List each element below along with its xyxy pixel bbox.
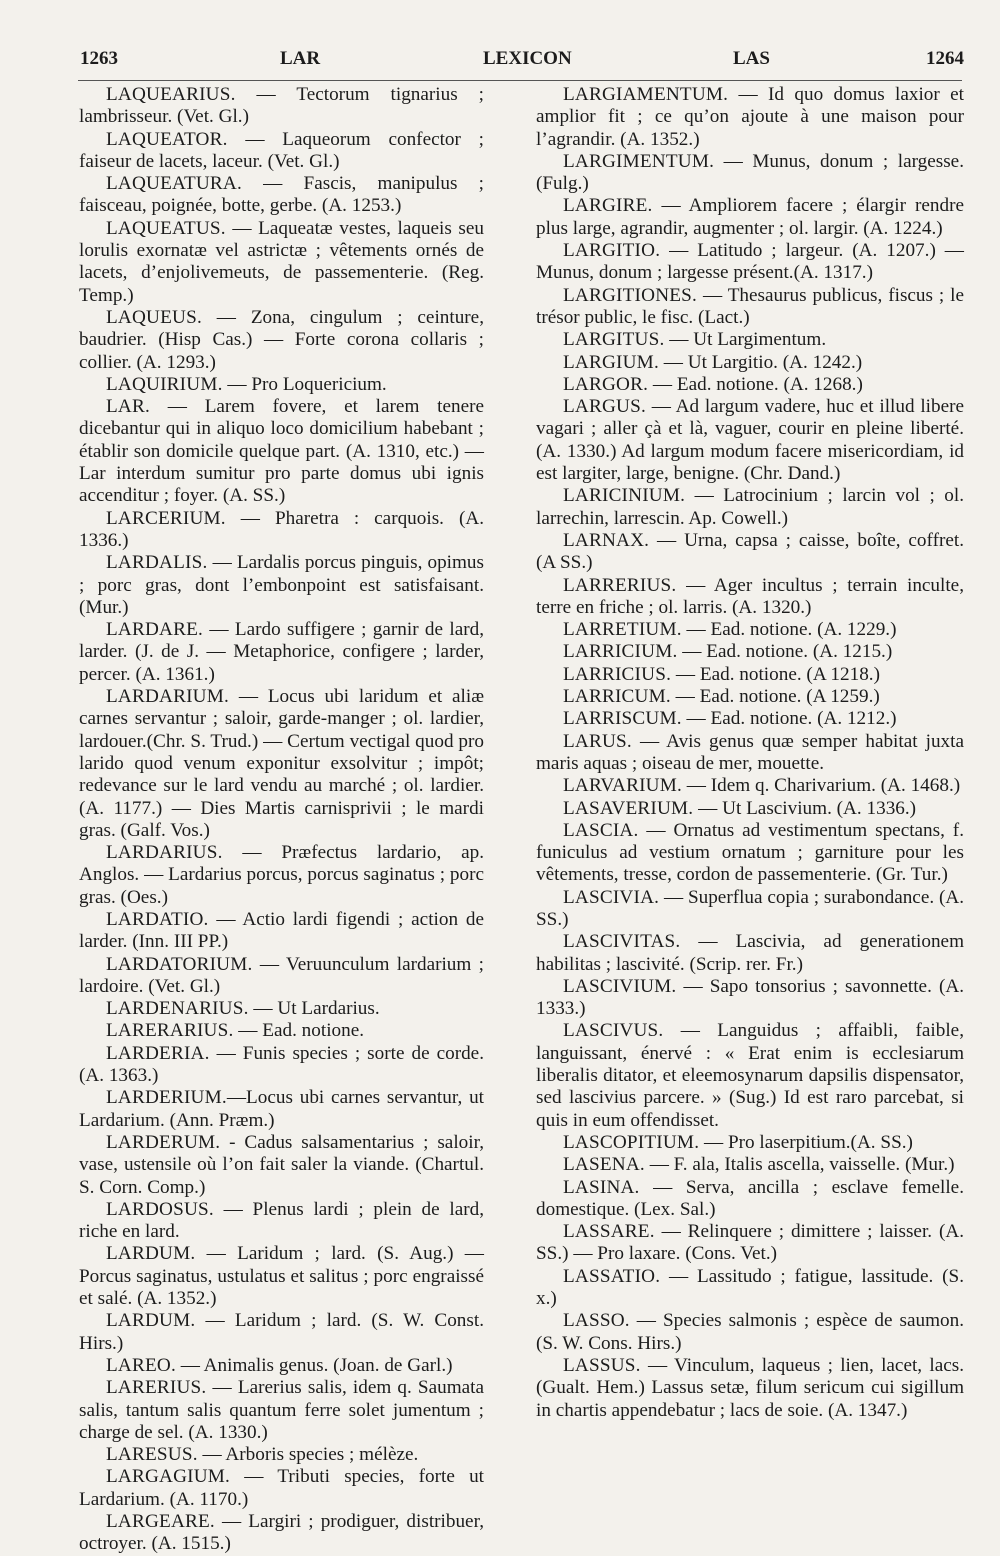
dictionary-entry bbox=[79, 954, 484, 999]
dictionary-entry bbox=[536, 151, 964, 196]
entry-headword: LARGIMENTUM. bbox=[563, 150, 715, 172]
entry-headword: LARRISCUM. bbox=[563, 708, 682, 730]
dictionary-entry bbox=[536, 485, 964, 530]
entry-definition: — Ut Largimentum. bbox=[664, 329, 827, 351]
entry-headword: LASAVERIUM. bbox=[563, 797, 694, 819]
entry-headword: LARVARIUM. bbox=[563, 775, 682, 797]
dictionary-entry bbox=[79, 307, 484, 374]
dictionary-entry bbox=[79, 173, 484, 218]
entry-headword: LARUS. bbox=[563, 730, 632, 752]
entry-headword: LARGAGIUM. bbox=[106, 1466, 231, 1488]
dictionary-entry bbox=[536, 731, 964, 776]
entry-definition: — Pro laserpitium.(A. SS.) bbox=[699, 1131, 913, 1153]
dictionary-entry bbox=[79, 998, 484, 1020]
dictionary-entry bbox=[536, 352, 964, 374]
entry-headword: LARDUM. bbox=[106, 1243, 196, 1265]
entry-definition: — Ampliorem facere ; élargir rendre plus large, agrandir, augmenter ; ol. largir. (A. 1224.) bbox=[536, 195, 964, 239]
dictionary-entry bbox=[536, 976, 964, 1021]
dictionary-entry bbox=[79, 1132, 484, 1199]
entry-headword: LASSUS. bbox=[563, 1354, 641, 1376]
entry-headword: LASCOPITIUM. bbox=[563, 1131, 700, 1153]
entry-definition: — Locus ubi laridum et aliæ carnes servantur ; saloir, garde-manger ; ol. lardier, lardouer.(Chr. S. Trud.) — Certum vectigal quod pro larido quod venum exponitur exsolvitur ; impôt; redevance sur le lard vendu au marché ; ol. lardier. (A. 1177.) — Dies Martis carnisprivii ; le mardi gras. (Galf. Vos.) bbox=[79, 686, 484, 841]
dictionary-entry bbox=[79, 1466, 484, 1511]
entry-headword: LARDOSUS. bbox=[106, 1198, 214, 1220]
entry-headword: LARNAX. bbox=[563, 529, 650, 551]
dictionary-entry bbox=[536, 285, 964, 330]
entry-headword: LARGIAMENTUM. bbox=[563, 84, 729, 105]
entry-headword: LARDUM. bbox=[106, 1310, 196, 1332]
dictionary-entry bbox=[79, 1511, 484, 1556]
dictionary-entry bbox=[536, 775, 964, 797]
entry-definition: — Ad largum vadere, huc et illud libere vagari ; aller çà et là, vaguer, courir en pleine liberté. (A. 1330.) Ad largum modum facere misericordiam, id est largiter, large, benigne. (Chr. Dand.) bbox=[536, 396, 964, 485]
entry-definition: — Fascis, manipulus ; faisceau, poignée, botte, gerbe. (A. 1253.) bbox=[79, 173, 484, 217]
entry-definition: — Sapo tonsorius ; savonnette. (A. 1333.) bbox=[536, 975, 964, 1020]
entry-definition: — Lardo suffigere ; garnir de lard, larder. (J. de J. — Metaphorice, configere ; larder, percer. (A. 1361.) bbox=[79, 619, 484, 685]
entry-definition: — Superflua copia ; surabondance. (A. SS.) bbox=[536, 886, 964, 930]
entry-definition: — Ead. notione. (A. 1215.) bbox=[677, 641, 893, 663]
entry-definition: — Actio lardi figendi ; action de larder. (Inn. III PP.) bbox=[79, 908, 484, 953]
dictionary-entry bbox=[536, 1266, 964, 1311]
dictionary-entry bbox=[536, 84, 964, 151]
entry-definition: — Ut Lascivium. (A. 1336.) bbox=[693, 797, 917, 819]
entry-definition: — Avis genus quæ semper habitat juxta maris aquas ; oiseau de mer, mouette. bbox=[536, 730, 964, 774]
entry-definition: — Plenus lardi ; plein de lard, riche en lard. bbox=[79, 1198, 484, 1243]
entry-definition: — Arboris species ; mélèze. bbox=[197, 1444, 419, 1466]
dictionary-entry bbox=[536, 664, 964, 686]
entry-definition: — Lassitudo ; fatigue, lassitude. (S. x.) bbox=[536, 1265, 964, 1310]
entry-headword: LAREO. bbox=[106, 1354, 176, 1376]
dictionary-entry bbox=[536, 575, 964, 620]
dictionary-entry bbox=[79, 619, 484, 686]
entry-headword: LASSARE. bbox=[563, 1221, 655, 1243]
entry-definition: — Lascivia, ad generationem habilitas ; lascivité. (Scrip. rer. Fr.) bbox=[536, 931, 964, 975]
entry-definition: — Urna, capsa ; caisse, boîte, coffret. (A SS.) bbox=[536, 529, 964, 574]
entry-headword: LARERIUS. bbox=[106, 1377, 207, 1399]
dictionary-entry bbox=[79, 842, 484, 909]
entry-headword: LARERARIUS. bbox=[106, 1020, 234, 1042]
entry-headword: LARRICIUS. bbox=[563, 663, 672, 685]
entry-definition: — Lardalis porcus pinguis, opimus ; porc gras, dont l’embonpoint est satisfaisant. (Mur.) bbox=[79, 552, 484, 618]
dictionary-entry bbox=[79, 1243, 484, 1310]
dictionary-entry bbox=[536, 931, 964, 976]
dictionary-entry bbox=[536, 195, 964, 240]
dictionary-entry bbox=[79, 396, 484, 507]
entry-headword: LASCIA. bbox=[563, 819, 639, 841]
entry-headword: LAQUEARIUS. bbox=[106, 84, 236, 105]
running-header bbox=[78, 48, 962, 78]
entry-headword: LARDATIO. bbox=[106, 908, 209, 930]
entry-definition: — Languidus ; affaibli, faible, languissant, énervé : « Erat enim is ecclesiarum liberalis ditator, et eleemosynarum dapsilis dispensator, sed lascivius parcere. » (Sug.) Id est raro parcebat, si quis in eum offendisset. bbox=[536, 1020, 964, 1131]
entry-headword: LASCIVITAS. bbox=[563, 931, 681, 953]
entry-definition: — Thesaurus publicus, fiscus ; le trésor public, le fisc. (Lact.) bbox=[536, 284, 964, 328]
dictionary-entry bbox=[536, 1154, 964, 1176]
entry-headword: LARGEARE. bbox=[106, 1511, 215, 1532]
dictionary-entry bbox=[79, 1087, 484, 1132]
entry-definition: — Veruunculum lardarium ; lardoire. (Vet. Gl.) bbox=[79, 953, 484, 997]
left-column bbox=[79, 84, 484, 1556]
dictionary-entry bbox=[536, 396, 964, 485]
entry-definition: — Laridum ; lard. (S. Aug.) — Porcus saginatus, ustulatus et salitus ; porc engraissé et salé. (A. 1352.) bbox=[79, 1243, 484, 1310]
entry-headword: LASSO. bbox=[563, 1310, 630, 1332]
dictionary-entry bbox=[536, 329, 964, 351]
entry-definition: — Laqueatæ vestes, laqueis seu lorulis exornatæ vel astrictæ ; vêtements ornés de lacets, d’enjolivemeuts, de passementerie. (Reg. Temp.) bbox=[79, 217, 484, 306]
dictionary-entry bbox=[79, 218, 484, 307]
dictionary-entry bbox=[536, 686, 964, 708]
entry-definition: — Ager incultus ; terrain inculte, terre en friche ; ol. larris. (A. 1320.) bbox=[536, 574, 964, 618]
entry-definition: —Locus ubi carnes servantur, ut Lardarium. (Ann. Præm.) bbox=[79, 1087, 484, 1131]
dictionary-entry bbox=[536, 1177, 964, 1222]
dictionary-entry bbox=[79, 1043, 484, 1088]
entry-definition: — Pro Loquericium. bbox=[222, 373, 387, 395]
entry-headword: LARDERIA. bbox=[106, 1042, 210, 1064]
entry-headword: LARDALIS. bbox=[106, 552, 208, 574]
entry-definition: — Ead. notione. (A. 1268.) bbox=[648, 373, 863, 395]
entry-definition: — Tectorum tignarius ; lambrisseur. (Vet. Gl.) bbox=[79, 84, 484, 128]
entry-headword: LARICINIUM. bbox=[563, 485, 686, 507]
entry-definition: — Larem fovere, et larem tenere dicebantur qui in aliquo loco domicilium habebant ; établir son domicile quelque part. (A. 1310, etc.) — Lar interdum sumitur pro parte domus ubi ignis accenditur ; foyer. (A. SS.) bbox=[79, 396, 484, 507]
page-number-left: 1263 bbox=[80, 48, 118, 69]
entry-headword: LASCIVIUM. bbox=[563, 975, 677, 997]
entry-headword: LAQUEUS. bbox=[106, 306, 202, 328]
entry-headword: LARGIRE. bbox=[563, 195, 653, 217]
entry-headword: LARDATORIUM. bbox=[106, 953, 253, 975]
dictionary-entry bbox=[536, 708, 964, 730]
entry-headword: LARGIUM. bbox=[563, 351, 659, 373]
dictionary-entry bbox=[536, 1355, 964, 1422]
header-title: LEXICON bbox=[483, 48, 572, 69]
entry-definition: — Laridum ; lard. (S. W. Const. Hirs.) bbox=[79, 1310, 484, 1354]
entry-headword: LASCIVUS. bbox=[563, 1020, 664, 1042]
entry-headword: LARGUS. bbox=[563, 396, 646, 418]
dictionary-entry bbox=[79, 84, 484, 129]
dictionary-entry bbox=[536, 1020, 964, 1131]
entry-definition: — Largiri ; prodiguer, distribuer, octroyer. (A. 1515.) bbox=[79, 1511, 484, 1555]
entry-headword: LARDENARIUS. bbox=[106, 998, 249, 1020]
entry-definition: — F. ala, Italis ascella, vaisselle. (Mur.) bbox=[644, 1154, 955, 1176]
dictionary-entry bbox=[536, 1221, 964, 1266]
page-number-right: 1264 bbox=[926, 48, 964, 69]
dictionary-entry bbox=[536, 1310, 964, 1355]
entry-headword: LARDERUM. bbox=[106, 1131, 221, 1153]
entry-headword: LAR. bbox=[106, 396, 150, 418]
header-rule bbox=[78, 80, 962, 81]
entry-definition: — Ead. notione. (A. 1229.) bbox=[681, 619, 897, 641]
entry-headword: LAQUEATURA. bbox=[106, 173, 242, 195]
dictionary-entry bbox=[79, 909, 484, 954]
dictionary-entry bbox=[79, 1199, 484, 1244]
entry-headword: LARGITIONES. bbox=[563, 284, 698, 306]
dictionary-entry bbox=[79, 686, 484, 842]
entry-definition: — Larerius salis, idem q. Saumata salis, tantum salis quantum ferre solet jumentum ; charge de sel. (A. 1330.) bbox=[79, 1377, 484, 1443]
dictionary-entry bbox=[79, 552, 484, 619]
dictionary-entry bbox=[79, 374, 484, 396]
entry-definition: — Id quo domus laxior et amplior fit ; ce qu’on ajoute à une maison pour l’agrandir. (A. 1352.) bbox=[536, 84, 964, 150]
entry-definition: — Species salmonis ; espèce de saumon. (S. W. Cons. Hirs.) bbox=[536, 1310, 964, 1354]
dictionary-entry bbox=[79, 1377, 484, 1444]
entry-headword: LASCIVIA. bbox=[563, 886, 660, 908]
entry-definition: — Ead. notione. (A 1259.) bbox=[670, 686, 880, 708]
entry-headword: LARRETIUM. bbox=[563, 619, 682, 641]
entry-definition: — Ornatus ad vestimentum spectans, f. funiculus ad vestium ornatum ; garniture pour les vêtements, tresse, cordon de passementerie. (Gr. Tur.) bbox=[536, 819, 964, 886]
guide-word-right: LAS bbox=[733, 48, 770, 69]
entry-definition: — Munus, donum ; largesse. (Fulg.) bbox=[536, 150, 964, 195]
dictionary-entry bbox=[536, 641, 964, 663]
entry-definition: — Serva, ancilla ; esclave femelle. domestique. (Lex. Sal.) bbox=[536, 1176, 964, 1220]
entry-headword: LARRERIUS. bbox=[563, 574, 677, 596]
entry-headword: LARGITUS. bbox=[563, 329, 665, 351]
right-column bbox=[536, 84, 964, 1422]
dictionary-entry bbox=[79, 1310, 484, 1355]
entry-definition: — Latrocinium ; larcin vol ; ol. larrechin, larrescin. Ap. Cowell.) bbox=[536, 485, 964, 529]
entry-definition: — Ead. notione. bbox=[233, 1020, 365, 1042]
dictionary-entry bbox=[536, 619, 964, 641]
dictionary-entry bbox=[79, 1020, 484, 1042]
dictionary-entry bbox=[79, 129, 484, 174]
entry-headword: LARGITIO. bbox=[563, 240, 661, 262]
entry-headword: LAQUEATUS. bbox=[106, 217, 226, 239]
entry-headword: LASSATIO. bbox=[563, 1265, 661, 1287]
dictionary-entry bbox=[79, 1355, 484, 1377]
entry-definition: — Pharetra : carquois. (A. 1336.) bbox=[79, 507, 484, 551]
entry-definition: — Animalis genus. (Joan. de Garl.) bbox=[175, 1354, 453, 1376]
entry-definition: — Idem q. Charivarium. (A. 1468.) bbox=[681, 775, 961, 797]
entry-definition: — Ead. notione. (A. 1212.) bbox=[681, 708, 897, 730]
entry-headword: LARRICUM. bbox=[563, 686, 671, 708]
entry-headword: LARRICIUM. bbox=[563, 641, 678, 663]
dictionary-entry bbox=[536, 887, 964, 932]
entry-headword: LARCERIUM. bbox=[106, 507, 226, 529]
entry-headword: LARDERIUM. bbox=[106, 1087, 227, 1109]
entry-headword: LASINA. bbox=[563, 1176, 640, 1198]
entry-headword: LAQUIRIUM. bbox=[106, 373, 223, 395]
entry-definition: — Laqueorum confector ; faiseur de lacets, laceur. (Vet. Gl.) bbox=[79, 128, 484, 172]
entry-definition: — Ut Lardarius. bbox=[248, 998, 380, 1020]
entry-definition: - Cadus salsamentarius ; saloir, vase, ustensile où l’on fait saler la viande. (Chartul. S. Corn. Comp.) bbox=[79, 1131, 484, 1198]
entry-definition: — Ut Largitio. (A. 1242.) bbox=[658, 351, 863, 373]
dictionary-entry bbox=[536, 530, 964, 575]
dictionary-entry bbox=[536, 374, 964, 396]
entry-headword: LARGOR. bbox=[563, 373, 649, 395]
entry-definition: — Funis species ; sorte de corde. (A. 1363.) bbox=[79, 1042, 484, 1087]
entry-definition: — Latitudo ; largeur. (A. 1207.) — Munus, donum ; largesse présent.(A. 1317.) bbox=[536, 240, 964, 284]
dictionary-entry bbox=[536, 240, 964, 285]
entry-definition: — Ead. notione. (A 1218.) bbox=[671, 663, 880, 685]
entry-definition: — Zona, cingulum ; ceinture, baudrier. (Hisp Cas.) — Forte corona collaris ; collier. (A. 1293.) bbox=[79, 306, 484, 373]
dictionary-entry bbox=[536, 1132, 964, 1154]
dictionary-entry bbox=[536, 798, 964, 820]
entry-headword: LARDARIUS. bbox=[106, 842, 223, 864]
entry-headword: LARDARE. bbox=[106, 619, 204, 641]
entry-definition: — Tributi species, forte ut Lardarium. (A. 1170.) bbox=[79, 1466, 484, 1510]
entry-headword: LAQUEATOR. bbox=[106, 128, 228, 150]
entry-headword: LARDARIUM. bbox=[106, 686, 229, 708]
dictionary-entry bbox=[79, 1444, 484, 1466]
entry-headword: LARESUS. bbox=[106, 1444, 198, 1466]
entry-definition: — Præfectus lardario, ap. Anglos. — Lardarius porcus, porcus saginatus ; porc gras. (Oes.) bbox=[79, 842, 484, 908]
dictionary-entry bbox=[536, 820, 964, 887]
entry-definition: — Vinculum, laqueus ; lien, lacet, lacs. (Gualt. Hem.) Lassus setæ, filum sericum cui sigillum in chartis appendebatur ; lacs de soie. (A. 1347.) bbox=[536, 1354, 964, 1421]
dictionary-entry bbox=[79, 508, 484, 553]
entry-definition: — Relinquere ; dimittere ; laisser. (A. SS.) — Pro laxare. (Cons. Vet.) bbox=[536, 1221, 964, 1265]
entry-headword: LASENA. bbox=[563, 1154, 645, 1176]
guide-word-left: LAR bbox=[280, 48, 321, 69]
